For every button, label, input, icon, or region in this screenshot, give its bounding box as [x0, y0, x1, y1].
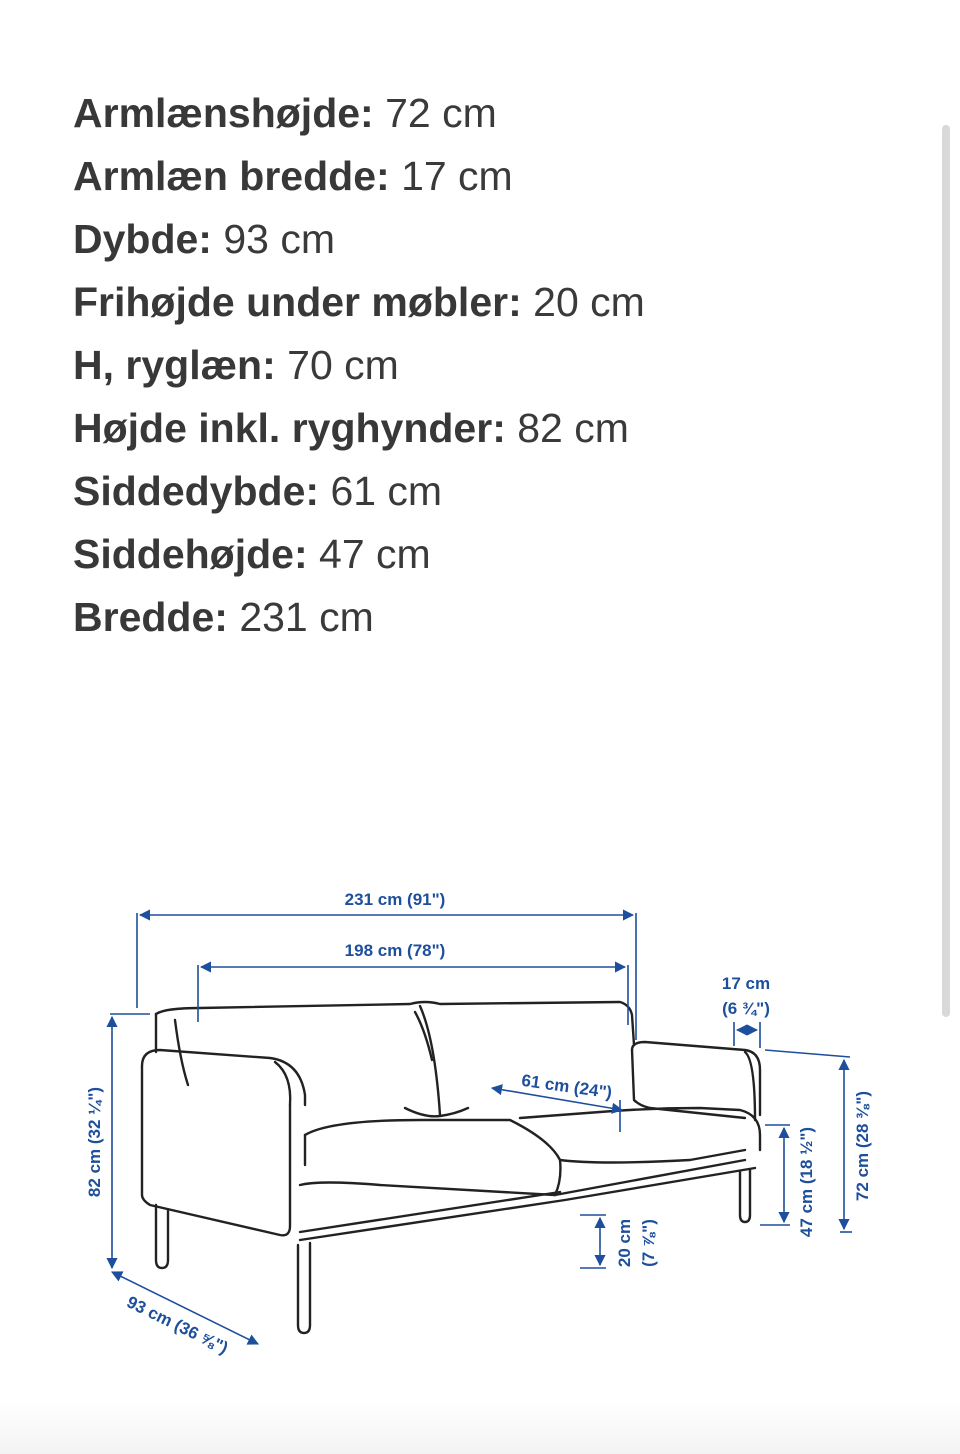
dim-armrest-height-label: 72 cm (28 ⅜"): [853, 1090, 872, 1202]
sofa-illustration: [142, 1002, 760, 1333]
spec-value: 17 cm: [401, 153, 513, 199]
spec-value: 231 cm: [239, 594, 374, 640]
dim-seat-width-label: 198 cm (78"): [344, 941, 446, 960]
dim-armrest-width-inch-label: (6 ¾"): [722, 999, 770, 1018]
spec-value: 93 cm: [223, 216, 336, 262]
dim-seat-depth-label: 61 cm (24"): [520, 1070, 614, 1103]
spec-value: 70 cm: [287, 342, 399, 388]
spec-label: H, ryglæn:: [73, 342, 276, 388]
dim-clearance-label: 20 cm: [615, 1218, 634, 1268]
spec-label: Højde inkl. ryghynder:: [73, 405, 506, 451]
spec-label: Siddehøjde:: [73, 531, 308, 577]
dim-total-height-label: 82 cm (32 ¼"): [85, 1086, 104, 1198]
dim-seat-height-label: 47 cm (18 ½"): [797, 1126, 816, 1238]
spec-value: 82 cm: [517, 405, 629, 451]
spec-label: Armlænshøjde:: [73, 90, 374, 136]
bottom-fade: [0, 1400, 960, 1454]
spec-value: 72 cm: [385, 90, 497, 136]
spec-value: 20 cm: [533, 279, 645, 325]
dim-depth-label: 93 cm (36 ⅝"): [123, 1292, 232, 1358]
spec-value: 47 cm: [319, 531, 431, 577]
dim-armrest-width-label: 17 cm: [721, 974, 771, 993]
dim-total-width-label: 231 cm (91"): [344, 890, 446, 909]
spec-label: Frihøjde under møbler:: [73, 279, 522, 325]
spec-label: Siddedybde:: [73, 468, 320, 514]
spec-label: Bredde:: [73, 594, 228, 640]
spec-label: Dybde:: [73, 216, 212, 262]
spec-label: Armlæn bredde:: [73, 153, 390, 199]
dim-clearance-inch-label: (7 ⅞"): [639, 1219, 658, 1267]
spec-value: 61 cm: [330, 468, 443, 514]
